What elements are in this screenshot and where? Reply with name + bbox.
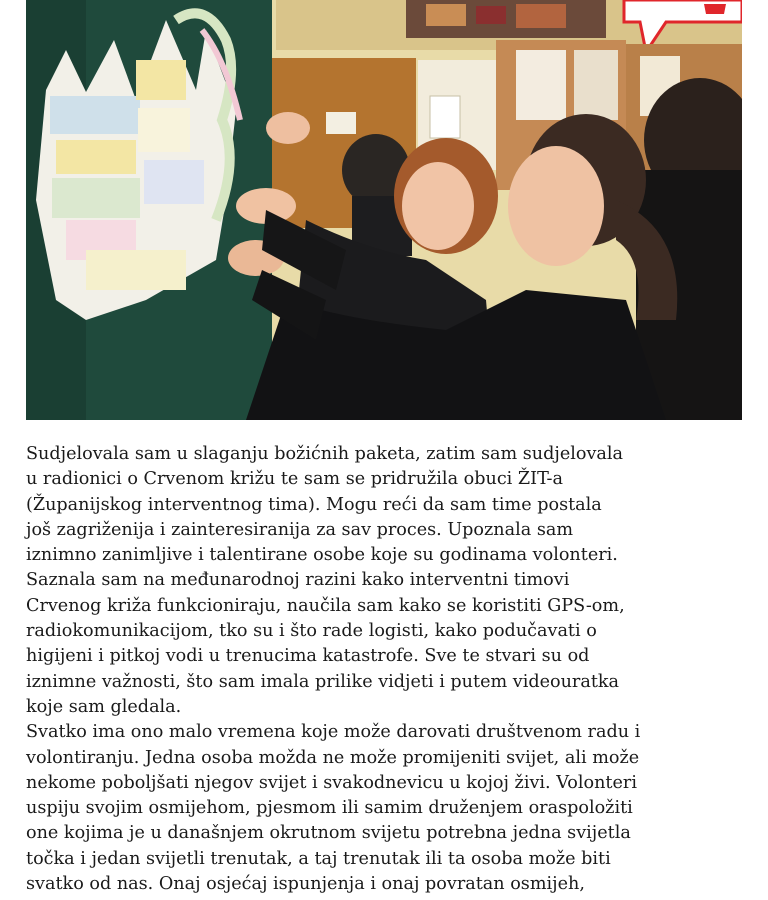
article-line: Svatko ima ono malo vremena koje može darovati društvenom radu i <box>26 722 641 743</box>
article-line: (Županijskog interventnog tima). Mogu reći da sam time postala <box>26 494 602 515</box>
article-line: higijeni i pitkoj vodi u trenucima katastrofe. Sve te stvari su od <box>26 646 590 667</box>
article-line: još zagriženija i zainteresiranija za sav proces. Upoznala sam <box>26 519 574 540</box>
article-line: radiokomunikacijom, tko su i što rade logisti, kako podučavati o <box>26 621 597 642</box>
article-photo <box>26 0 742 420</box>
article-line: točka i jedan svijetli trenutak, a taj trenutak ili ta osoba može biti <box>26 848 611 869</box>
article-body <box>26 442 746 897</box>
article-line: uspiju svojim osmijehom, pjesmom ili samim druženjem oraspoložiti <box>26 798 633 819</box>
article-line: u radionici o Crvenom križu te sam se pridružila obuci ŽIT-a <box>26 469 563 490</box>
article-line: iznimno zanimljive i talentirane osobe koje su godinama volonteri. <box>26 545 618 566</box>
article-line: volontiranju. Jedna osoba možda ne može promijeniti svijet, ali može <box>26 747 640 768</box>
article-line: koje sam gledala. <box>26 696 182 717</box>
article-line: Sudjelovala sam u slaganju božićnih paketa, zatim sam sudjelovala <box>26 444 624 464</box>
article-line: Saznala sam na međunarodnoj razini kako interventni timovi <box>26 570 570 591</box>
article-line: Crvenog križa funkcioniraju, naučila sam kako se koristiti GPS-om, <box>26 595 625 616</box>
article-line: svatko od nas. Onaj osjećaj ispunjenja i onaj povratan osmijeh, <box>26 874 585 895</box>
article-line: iznimne važnosti, što sam imala prilike vidjeti i putem videouratka <box>26 671 620 692</box>
article-line: one kojima je u današnjem okrutnom svijetu potrebna jedna svijetla <box>26 823 631 844</box>
article-line: nekome poboljšati njegov svijet i svakodnevicu u kojoj živi. Volonteri <box>26 772 637 793</box>
